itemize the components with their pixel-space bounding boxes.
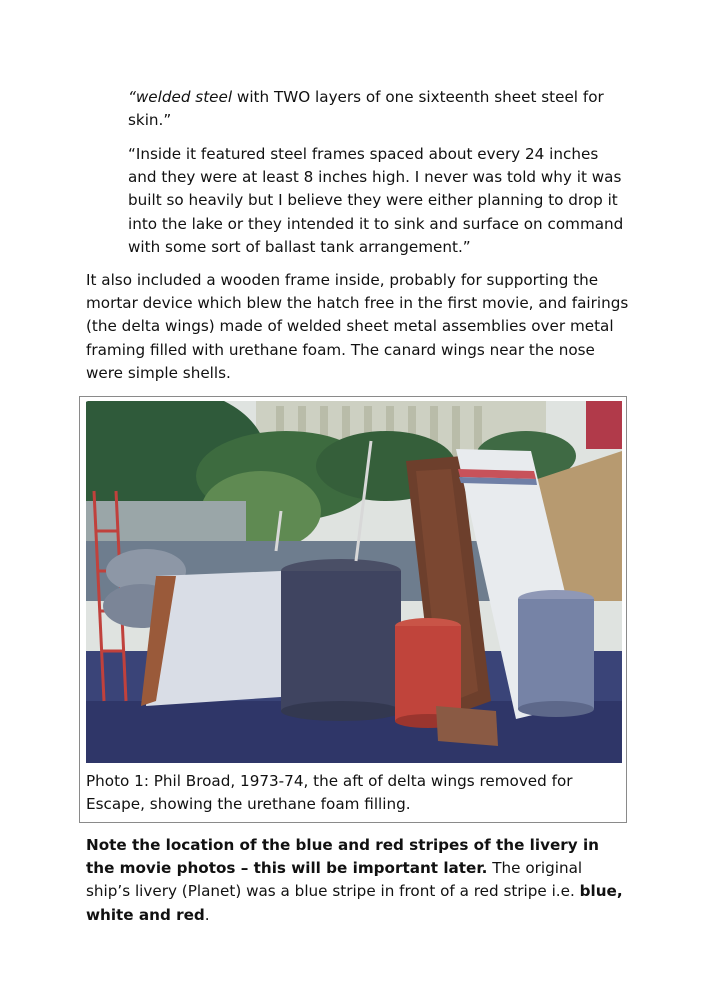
note-bold-lead: Note the location of the blue and red stripes of the livery in the movie photos – this will be important later.: [86, 836, 599, 878]
livery-note: [86, 834, 631, 927]
quote-italic-lead: “welded steel: [128, 88, 233, 106]
photo-caption: Photo 1: Phil Broad, 1973-74, the aft of delta wings removed for Escape, showing the urethane foam filling.: [86, 772, 573, 814]
note-bold-colours: blue, white and red: [86, 882, 623, 924]
note-end: .: [204, 905, 210, 924]
quote-welded-steel: [128, 86, 628, 132]
photo-delta-wings: [86, 401, 622, 763]
quote-rest: with TWO layers of one sixteenth sheet steel for skin.”: [128, 88, 604, 130]
body-paragraph: It also included a wooden frame inside, probably for supporting the mortar device which blew the hatch free in the first movie, and fairings (the delta wings) made of welded sheet metal assemblies over metal framing filled with urethane foam. The canard wings near the nose were simple shells.: [86, 271, 629, 382]
quote-steel-frames: “Inside it featured steel frames spaced about every 24 inches and they were at least 8 inches high. I never was told why it was built so heavily but I believe they were either planning to drop it into the lake or they intended it to sink and surface on command with some sort of ballast tank arrangement.”: [128, 145, 624, 256]
photo-figure: [79, 396, 627, 823]
note-middle: The original ship’s livery (Planet) was a blue stripe in front of a red stripe i.e.: [86, 859, 583, 901]
